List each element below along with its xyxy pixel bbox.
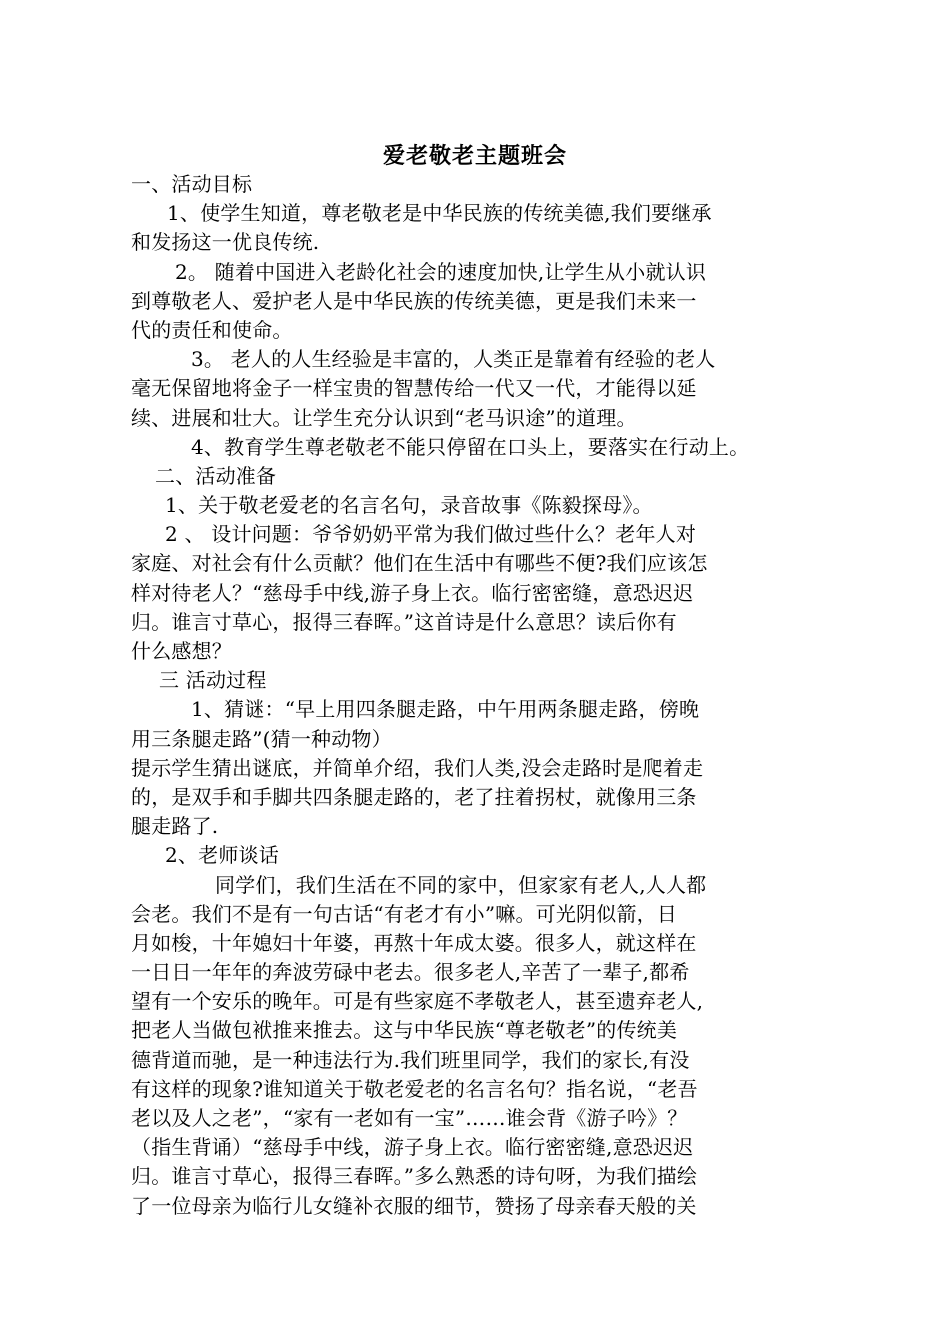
document-body (131, 170, 811, 1221)
paragraph-line: 代的责任和使命。 (131, 317, 293, 342)
paragraph-line: 1、使学生知道，尊老敬老是中华民族的传统美德,我们要继承 (167, 201, 712, 226)
subheading-teacher-talk: 2、老师谈话 (165, 843, 279, 868)
paragraph-line: 同学们，我们生活在不同的家中，但家家有老人,人人都 (215, 872, 707, 897)
heading-activity-preparation: 二、活动准备 (155, 463, 277, 488)
paragraph-line: 样对待老人？“慈母手中线,游子身上衣。临行密密缝，意恐迟迟 (131, 580, 694, 605)
paragraph-line: 1、猜谜：“早上用四条腿走路，中午用两条腿走路，傍晚 (191, 697, 700, 722)
paragraph-line: 和发扬这一优良传统. (131, 230, 320, 255)
paragraph-line: 3。 老人的人生经验是丰富的，人类正是靠着有经验的老人 (191, 347, 716, 372)
paragraph-line: 归。谁言寸草心，报得三春晖。”这首诗是什么意思？读后你有 (131, 609, 677, 634)
paragraph-line: 家庭、对社会有什么贡献？他们在生活中有哪些不便?我们应该怎 (131, 551, 708, 576)
paragraph-line: 续、进展和壮大。让学生充分认识到“老马识途”的道理。 (131, 405, 637, 430)
paragraph-line: 老以及人之老”，“家有一老如有一宝”……谁会背《游子吟》？ (131, 1106, 688, 1130)
paragraph-line: 2。 随着中国进入老龄化社会的速度加快,让学生从小就认识 (175, 259, 707, 284)
paragraph-line: 用三条腿走路”(猜一种动物） (131, 726, 392, 751)
paragraph-line: 的，是双手和手脚共四条腿走路的，老了拄着拐杖，就像用三条 (131, 784, 697, 809)
paragraph-line: 到尊敬老人、爱护老人是中华民族的传统美德，更是我们未来一 (131, 288, 697, 313)
paragraph-line: 1、关于敬老爱老的名言名句，录音故事《陈毅探母》。 (165, 493, 653, 518)
paragraph-line: （指生背诵）“慈母手中线，游子身上衣。临行密密缝,意恐迟迟 (131, 1135, 694, 1160)
paragraph-line: 腿走路了. (131, 814, 219, 839)
paragraph-line: 归。谁言寸草心，报得三春晖。”多么熟悉的诗句呀，为我们描绘 (131, 1164, 698, 1189)
paragraph-line: 毫无保留地将金子一样宝贵的智慧传给一代又一代，才能得以延 (131, 376, 697, 401)
paragraph-line: 月如梭，十年媳妇十年婆，再熬十年成太婆。很多人，就这样在 (131, 930, 697, 955)
paragraph-line: 什么感想？ (131, 639, 232, 663)
heading-activity-process: 三 活动过程 (159, 668, 267, 693)
paragraph-line: 会老。我们不是有一句古话“有老才有小”嘛。可光阴似箭，日 (131, 901, 678, 926)
paragraph-line: 有这样的现象?谁知道关于敬老爱老的名言名句？指名说，“老吾 (131, 1076, 698, 1101)
paragraph-line: 提示学生猜出谜底，并简单介绍，我们人类,没会走路时是爬着走 (131, 755, 704, 780)
paragraph-line: 把老人当做包袱推来推去。这与中华民族“尊老敬老”的传统美 (131, 1018, 678, 1043)
paragraph-line: 2 、 设计问题：爷爷奶奶平常为我们做过些什么？老年人对 (165, 522, 697, 547)
paragraph-line: 了一位母亲为临行儿女缝补衣服的细节，赞扬了母亲春天般的关 (131, 1193, 697, 1218)
paragraph-line: 4、教育学生尊老敬老不能只停留在口头上，要落实在行动上。 (191, 434, 750, 459)
document-title: 爱老敬老主题班会 (382, 143, 567, 169)
heading-activity-goals: 一、活动目标 (131, 172, 253, 196)
paragraph-line: 望有一个安乐的晚年。可是有些家庭不孝敬老人，甚至遗弃老人, (131, 989, 704, 1014)
paragraph-line: 一日日一年年的奔波劳碌中老去。很多老人,辛苦了一辈子,都希 (131, 960, 690, 985)
paragraph-line: 德背道而驰，是一种违法行为.我们班里同学，我们的家长,有没 (131, 1047, 690, 1072)
